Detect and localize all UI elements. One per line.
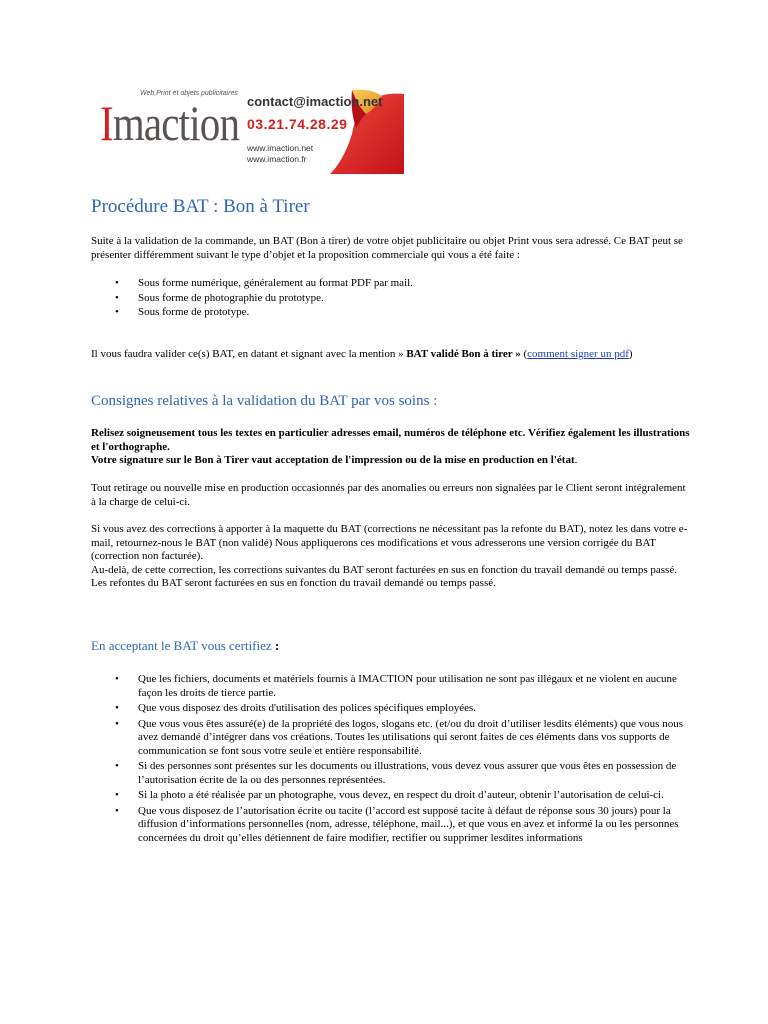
validation-mention: BAT validé Bon à tirer » bbox=[406, 348, 521, 360]
certification-list bbox=[91, 673, 691, 847]
how-to-sign-pdf-link[interactable]: comment signer un pdf bbox=[527, 348, 629, 360]
list-item: • Sous forme de photographie du prototype. bbox=[91, 291, 691, 306]
section-heading-certify-text: En acceptant le BAT vous certifiez bbox=[91, 638, 272, 653]
logo-wordmark-initial: I bbox=[100, 95, 113, 151]
corrections-text-3: Les refontes du BAT seront facturées en sus en fonction du travail demandé ou temps passé. bbox=[91, 577, 496, 590]
contact-email[interactable]: contact@imaction.net bbox=[247, 94, 383, 109]
intro-paragraph: Suite à la validation de la commande, un BAT (Bon à tirer) de votre objet publicitaire ou objet Print vous sera adressé. Ce BAT peut se présenter différemment suivant le type d’objet et la proposition commerciale qui vous a été faite : bbox=[91, 235, 683, 261]
section-heading-colon: : bbox=[271, 638, 280, 653]
section-heading-instructions: Consignes relatives à la validation du BAT par vos soins : bbox=[91, 393, 438, 409]
list-item: • Que les fichiers, documents et matériels fournis à IMACTION pour utilisation ne sont pas illégaux et ne violent en aucune façon les droits de tierce partie. bbox=[91, 673, 691, 700]
logo-tagline: Web,Print et objets publicitaires bbox=[140, 90, 238, 97]
reprint-paragraph: Tout retirage ou nouvelle mise en production occasionnés par des anomalies ou erreurs non signalées par le Client seront intégralement à la charge de celui-ci. bbox=[91, 482, 686, 508]
contact-website-fr[interactable]: www.imaction.fr bbox=[247, 154, 307, 164]
list-item: • Sous forme numérique, généralement au format PDF par mail. bbox=[91, 276, 691, 291]
validation-paragraph bbox=[91, 348, 691, 362]
list-item: • Sous forme de prototype. bbox=[91, 305, 691, 320]
instruction-period: . bbox=[574, 454, 578, 467]
logo-wordmark-rest: maction bbox=[112, 95, 240, 151]
validation-text: Il vous faudra valider ce(s) BAT, en datant et signant avec la mention » bbox=[91, 348, 407, 360]
list-item: • Que vous disposez des droits d'utilisation des polices spécifiques employées. bbox=[91, 702, 691, 716]
list-item: • Que vous disposez de l’autorisation écrite ou tacite (l’accord est supposé tacite à défaut de réponse sous 30 jours) pour la diffusion d’informations personnelles (nom, adresse, téléphone, mail...), et que vous en avez et informé la ou les personnes concernées du droit qu’elles détiennent de faire modifier, rectifier ou supprimer lesdites informations bbox=[91, 805, 691, 846]
bat-format-list bbox=[91, 276, 691, 320]
validation-open-paren: ( bbox=[520, 348, 528, 360]
section-heading-certify bbox=[91, 638, 279, 654]
proofread-instruction: Relisez soigneusement tous les textes en particulier adresses email, numéros de téléphone etc. Vérifiez également les illustrations et l'orthographe. bbox=[91, 427, 690, 453]
bold-instructions bbox=[91, 427, 691, 468]
page-title: Procédure BAT : Bon à Tirer bbox=[91, 196, 310, 217]
corrections-paragraph bbox=[91, 523, 691, 591]
company-logo bbox=[100, 88, 404, 174]
signature-instruction: Votre signature sur le Bon à Tirer vaut acceptation de l'impression ou de la mise en production en l'état bbox=[91, 454, 575, 467]
contact-website-net[interactable]: www.imaction.net bbox=[247, 143, 314, 153]
validation-close-paren: ) bbox=[628, 348, 633, 360]
list-item: • Que vous vous êtes assuré(e) de la propriété des logos, slogans etc. (et/ou du droit d’utiliser lesdits éléments) que vous nous avez demandé d’intégrer dans vos créations. Toutes les utilisations qui seront faites de ces éléments dans vos supports de communication se font sous votre seule et entière responsabilité. bbox=[91, 718, 691, 759]
logo-wordmark bbox=[100, 95, 240, 151]
list-item: • Si la photo a été réalisée par un photographe, vous devez, en respect du droit d’auteur, obtenir l’autorisation de celui-ci. bbox=[91, 789, 691, 803]
list-item: • Si des personnes sont présentes sur les documents ou illustrations, vous devez vous assurer que vous êtes en possession de l’autorisation écrite de la ou des personnes représentées. bbox=[91, 760, 691, 787]
corrections-text-1: Si vous avez des corrections à apporter à la maquette du BAT (corrections ne nécessitant pas la refonte du BAT), notez les dans votre e-mail, retournez-nous le BAT (non validé) Nous appliquerons ces modifications et vous adresserons une version corrigée du BAT (correction non facturée). bbox=[91, 523, 688, 563]
contact-phone: 03.21.74.28.29 bbox=[247, 116, 348, 132]
corrections-text-2: Au-delà, de cette correction, les corrections suivantes du BAT seront facturées en sus en fonction du travail demandé ou temps passé. bbox=[91, 563, 677, 576]
